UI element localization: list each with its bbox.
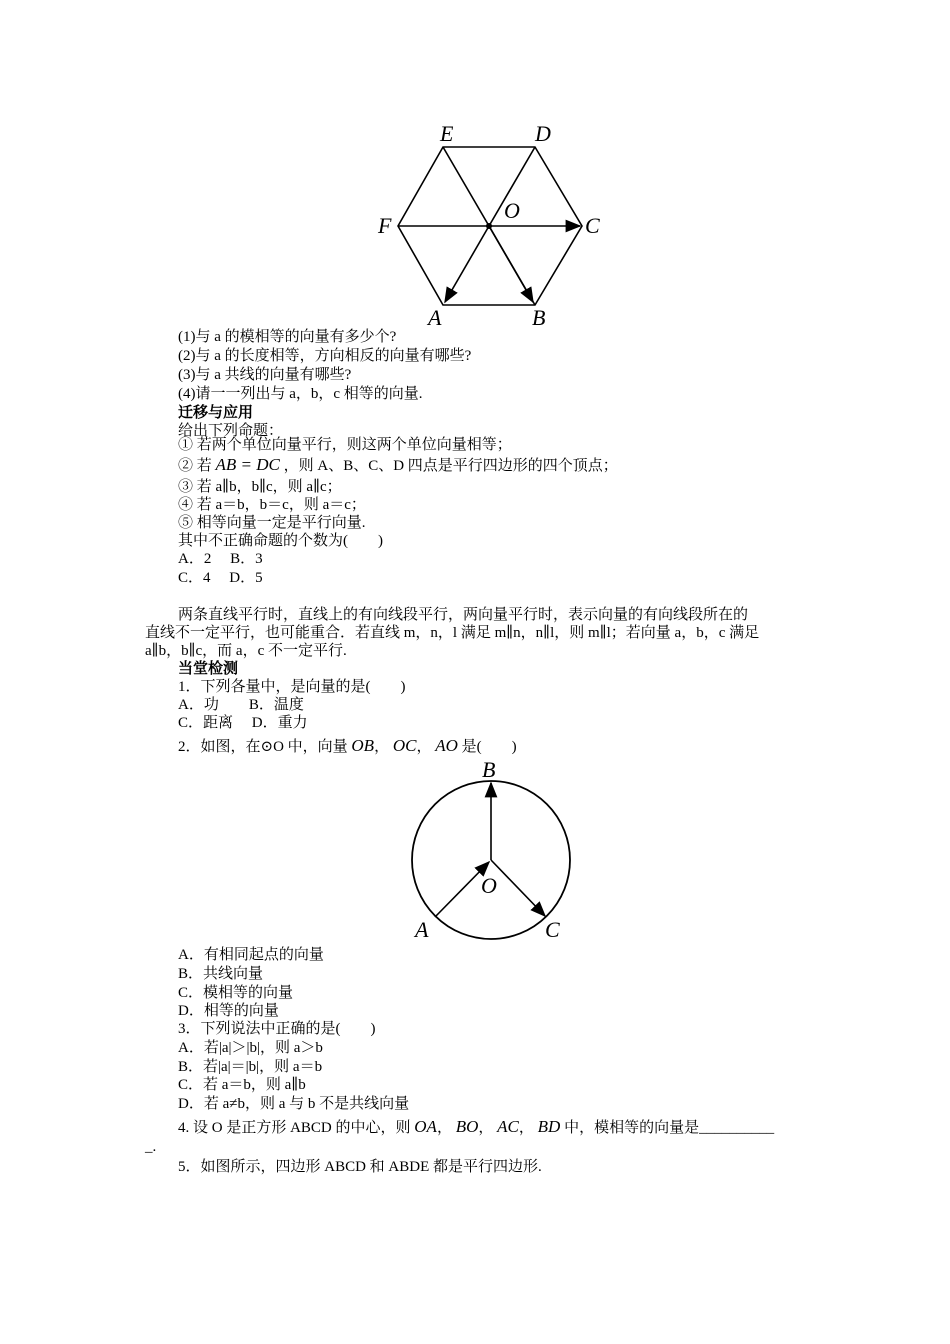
question-1: (1)与 a 的模相等的向量有多少个?: [178, 329, 397, 345]
q1-stem: 1．下列各量中，是向量的是( ): [178, 679, 406, 695]
question-3: (3)与 a 共线的向量有哪些?: [178, 367, 352, 383]
q3-option-c: C．若 a＝b，则 a∥b: [178, 1077, 306, 1093]
proposition-2: [178, 456, 618, 475]
note-line-2: 直线不一定平行，也可能重合．若直线 m，n，l 满足 m∥n，n∥l，则 m∥l；若向量 a，b，c 满足: [145, 625, 760, 641]
question-2: (2)与 a 的长度相等，方向相反的向量有哪些?: [178, 348, 472, 364]
vector-AC: AC: [497, 1117, 519, 1136]
q2-option-d: D．相等的向量: [178, 1003, 279, 1019]
proposition-2-suffix: ，则 A、B、C、D 四点是平行四边形的四个顶点；: [283, 458, 618, 474]
center-point-O: [486, 223, 492, 229]
note-line-3: a∥b，b∥c，而 a，c 不一定平行.: [145, 643, 347, 659]
q3-option-d: D．若 a≠b，则 a 与 b 不是共线向量: [178, 1096, 410, 1112]
transfer-options-row2: C．4 D．5: [178, 570, 263, 586]
q3-option-a: A．若|a|＞|b|，则 a＞b: [178, 1040, 323, 1056]
transfer-options-row1: A．2 B．3: [178, 551, 263, 567]
transfer-intro: 给出下列命题：: [178, 423, 284, 439]
label-O: O: [481, 873, 497, 898]
q4-continuation: _.: [145, 1139, 157, 1155]
proposition-5: ⑤ 相等向量一定是平行向量.: [178, 515, 366, 531]
transfer-question: 其中不正确命题的个数为( ): [178, 533, 383, 549]
q2-option-a: A．有相同起点的向量: [178, 947, 324, 963]
q4-stem-suffix: 中，模相等的向量是__________: [564, 1120, 775, 1136]
note-line-1: 两条直线平行时，直线上的有向线段平行，两向量平行时，表示向量的有向线段所在的: [178, 607, 749, 623]
vector-BO: BO: [455, 1117, 479, 1136]
q3-option-b: B．若|a|＝|b|，则 a＝b: [178, 1059, 323, 1075]
proposition-4: ④ 若 a＝b，b＝c，则 a＝c；: [178, 497, 366, 513]
question-4: (4)请一一列出与 a，b，c 相等的向量.: [178, 386, 423, 402]
vector-OA: OA: [414, 1117, 437, 1136]
section-heading-transfer: 迁移与应用: [178, 405, 254, 421]
vector-c-O-to-B: [489, 226, 533, 302]
vector-equation: AB = DC: [215, 455, 280, 474]
label-D: D: [535, 121, 551, 146]
q2-stem: 2．如图，在⊙O 中，向量 OB， OC， AO 是( ): [178, 736, 517, 755]
q2-option-c: C．模相等的向量: [178, 985, 294, 1001]
label-C: C: [545, 917, 560, 942]
q4-stem: 4. 设 O 是正方形 ABCD 的中心，则 OA， BO， AC， BD 中，模相等的向量是__________: [178, 1117, 775, 1136]
q1-options-row2: C．距离 D．重力: [178, 715, 308, 731]
vector-b-O-to-A: [445, 226, 489, 302]
q2-stem-suffix: 是( ): [461, 739, 517, 755]
label-A: A: [415, 917, 429, 942]
label-A: A: [428, 305, 442, 330]
label-F: F: [378, 213, 392, 238]
q2-stem-text: 2．如图，在⊙O 中，向量: [178, 739, 348, 755]
label-C: C: [585, 213, 600, 238]
vector-AO: AO: [435, 736, 458, 755]
hexagon-figure: [370, 115, 610, 330]
q4-stem-text: 4. 设 O 是正方形 ABCD 的中心，则: [178, 1120, 411, 1136]
q2-option-b: B．共线向量: [178, 966, 264, 982]
vector-OC-arrow: [491, 860, 545, 916]
section-heading-check: 当堂检测: [178, 661, 239, 677]
proposition-1: ① 若两个单位向量平行，则这两个单位向量相等；: [178, 437, 512, 453]
circle-figure: [405, 755, 585, 945]
proposition-2-prefix: ② 若: [178, 458, 212, 474]
vector-BD: BD: [537, 1117, 561, 1136]
vector-OC: OC: [392, 736, 417, 755]
label-O: O: [504, 198, 520, 223]
q1-options-row1: A．功 B．温度: [178, 697, 304, 713]
proposition-3: ③ 若 a∥b，b∥c，则 a∥c；: [178, 479, 342, 495]
q5-stem: 5．如图所示，四边形 ABCD 和 ABDE 都是平行四边形.: [178, 1159, 542, 1175]
label-E: E: [440, 121, 454, 146]
label-B: B: [532, 305, 546, 330]
vector-OB: OB: [351, 736, 375, 755]
label-B: B: [482, 757, 496, 782]
q3-stem: 3．下列说法中正确的是( ): [178, 1021, 376, 1037]
